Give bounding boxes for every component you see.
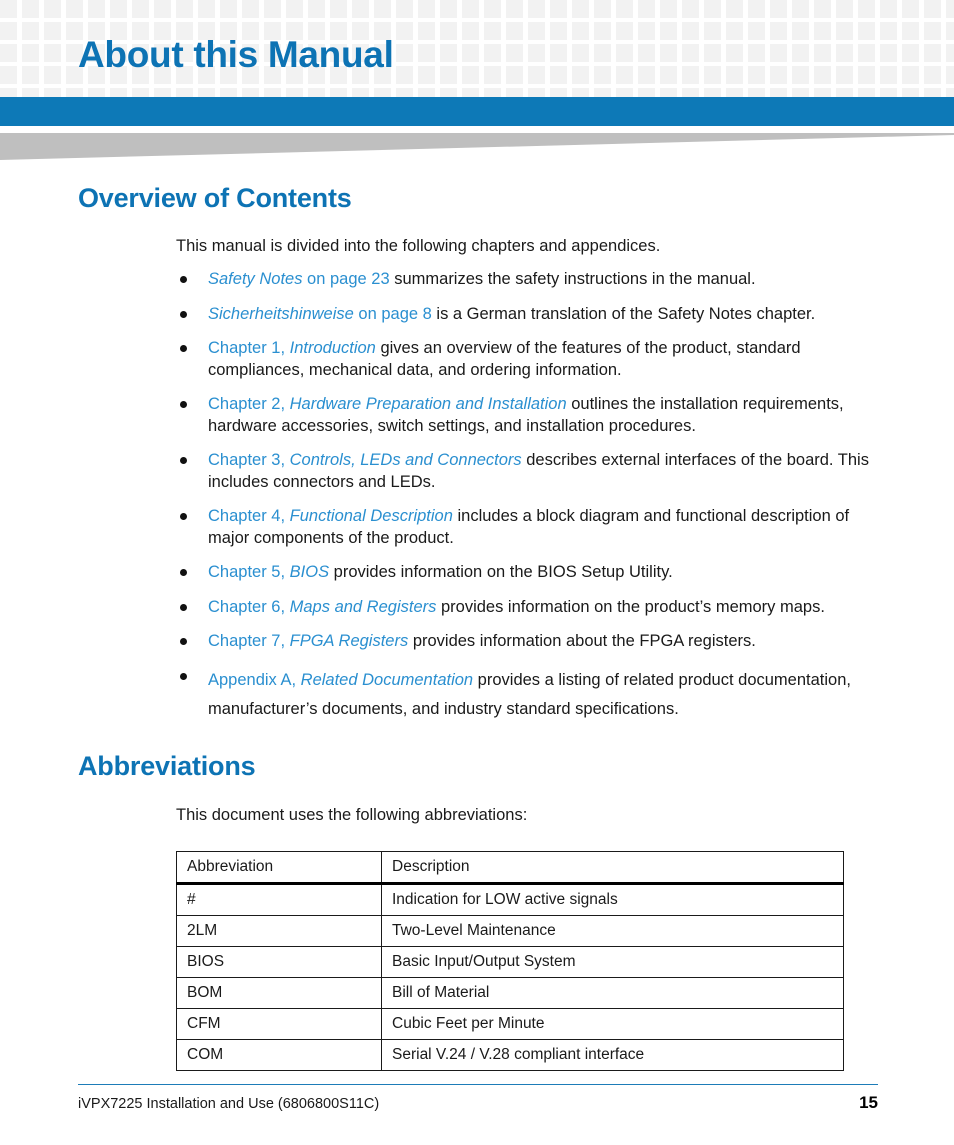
bullet-chapter-prefix[interactable]: Chapter 7,	[208, 632, 290, 650]
bullet-dot-icon	[180, 638, 187, 645]
bullet-dot-icon	[180, 604, 187, 611]
cell-description: Bill of Material	[382, 978, 844, 1009]
list-item	[176, 450, 886, 493]
bullet-link-page[interactable]: on page 23	[302, 270, 390, 288]
bullet-chapter-prefix[interactable]: Chapter 3,	[208, 451, 290, 469]
bullet-dot-icon	[180, 457, 187, 464]
abbreviations-table	[176, 851, 844, 1071]
cell-description: Cubic Feet per Minute	[382, 1009, 844, 1040]
bullet-link-page[interactable]: on page 8	[353, 304, 432, 323]
bullet-link-title[interactable]: Maps and Registers	[289, 597, 437, 616]
table-row	[177, 978, 844, 1009]
bullet-link-title[interactable]: Related Documentation	[300, 670, 474, 689]
bullet-chapter-prefix[interactable]: Chapter 1,	[208, 339, 290, 357]
table-row	[177, 884, 844, 916]
bullet-link-title[interactable]: Introduction	[289, 339, 376, 357]
table-row	[177, 1009, 844, 1040]
heading-overview-of-contents: Overview of Contents	[78, 183, 352, 213]
header-blue-bar	[0, 97, 954, 126]
bullet-link-title[interactable]: FPGA Registers	[289, 632, 409, 650]
bullet-dot-icon	[180, 673, 187, 680]
cell-description: Two-Level Maintenance	[382, 916, 844, 947]
bullet-body-text: provides a listing of related product documentation, manufacturer’s documents, and industry standard specifications.	[208, 670, 851, 718]
footer-page-number: 15	[859, 1093, 878, 1112]
list-item	[176, 597, 886, 619]
table-row	[177, 947, 844, 978]
list-item	[176, 338, 886, 381]
bullet-link-title[interactable]: Controls, LEDs and Connectors	[289, 451, 522, 469]
cell-abbreviation: #	[177, 884, 382, 916]
bullet-dot-icon	[180, 513, 187, 520]
cell-description: Serial V.24 / V.28 compliant interface	[382, 1040, 844, 1071]
table-row	[177, 1040, 844, 1071]
column-header-description: Description	[382, 852, 844, 884]
footer-divider	[78, 1084, 878, 1085]
cell-abbreviation: BOM	[177, 978, 382, 1009]
heading-abbreviations: Abbreviations	[78, 751, 256, 781]
table-row	[177, 916, 844, 947]
bullet-body-text: is a German translation of the Safety Notes chapter.	[431, 304, 816, 323]
list-item	[176, 304, 886, 326]
bullet-body-text: summarizes the safety instructions in the manual.	[389, 270, 756, 288]
list-item	[176, 506, 886, 549]
header-gray-wedge	[0, 133, 954, 163]
page-title: About this Manual	[78, 34, 394, 75]
bullet-body-text: provides information about the FPGA registers.	[408, 632, 756, 650]
footer-document-title: iVPX7225 Installation and Use (6806800S11C)	[78, 1096, 380, 1112]
list-item	[176, 666, 886, 724]
list-item	[176, 269, 886, 291]
bullet-dot-icon	[180, 345, 187, 352]
bullet-dot-icon	[180, 569, 187, 576]
bullet-chapter-prefix[interactable]: Chapter 6,	[208, 597, 290, 616]
bullet-body-text: gives an overview of the features of the product, standard compliances, mechanical data, and ordering information.	[208, 339, 801, 379]
bullet-link-title[interactable]: Hardware Preparation and Installation	[289, 395, 567, 413]
bullet-link-title[interactable]: BIOS	[289, 563, 330, 581]
bullet-body-text: describes external interfaces of the board. This includes connectors and LEDs.	[208, 451, 869, 491]
bullet-link-title[interactable]: Sicherheitshinweise	[208, 304, 354, 323]
bullet-chapter-prefix[interactable]: Appendix A,	[208, 670, 301, 689]
bullet-chapter-prefix[interactable]: Chapter 2,	[208, 395, 290, 413]
abbreviations-intro-paragraph: This document uses the following abbreviations:	[176, 806, 528, 824]
cell-description: Basic Input/Output System	[382, 947, 844, 978]
bullet-dot-icon	[180, 276, 187, 283]
bullet-chapter-prefix[interactable]: Chapter 5,	[208, 563, 290, 581]
bullet-body-text: provides information on the product’s memory maps.	[436, 597, 825, 616]
bullet-link-title[interactable]: Functional Description	[289, 507, 453, 525]
bullet-link-title[interactable]: Safety Notes	[208, 270, 303, 288]
bullet-dot-icon	[180, 311, 187, 318]
list-item	[176, 562, 886, 584]
cell-abbreviation: BIOS	[177, 947, 382, 978]
bullet-chapter-prefix[interactable]: Chapter 4,	[208, 507, 290, 525]
cell-abbreviation: COM	[177, 1040, 382, 1071]
overview-bullet-list	[176, 269, 886, 733]
list-item	[176, 631, 886, 653]
table-header-row	[177, 852, 844, 884]
bullet-body-text: provides information on the BIOS Setup Utility.	[329, 563, 673, 581]
bullet-dot-icon	[180, 401, 187, 408]
cell-abbreviation: 2LM	[177, 916, 382, 947]
cell-description: Indication for LOW active signals	[382, 884, 844, 916]
bullet-body-text: includes a block diagram and functional description of major components of the product.	[208, 507, 850, 547]
overview-intro-paragraph: This manual is divided into the following chapters and appendices.	[176, 237, 661, 255]
column-header-abbreviation: Abbreviation	[177, 852, 382, 884]
cell-abbreviation: CFM	[177, 1009, 382, 1040]
list-item	[176, 394, 886, 437]
bullet-body-text: outlines the installation requirements, hardware accessories, switch settings, and installation procedures.	[208, 395, 844, 435]
